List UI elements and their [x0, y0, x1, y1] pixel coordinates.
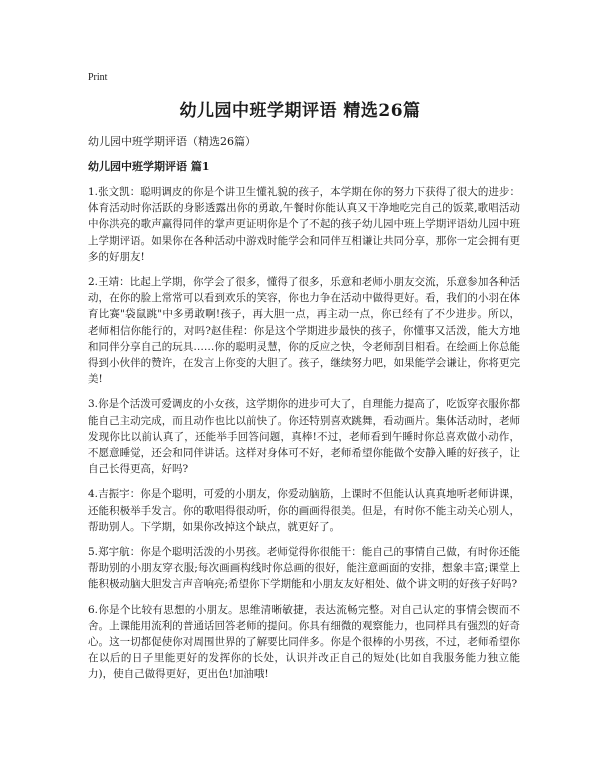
- document-title: 幼儿园中班学期评语 精选26篇: [179, 101, 421, 121]
- document-body: [88, 184, 520, 692]
- paragraph-2: 2.王靖：比起上学期，你学会了很多，懂得了很多，乐意和老师小朋友交流，乐意参加各种活动，在你的脸上常常可以看到欢乐的笑容，你也力争在活动中做得更好。看，我们的小羽在体育比赛"袋鼠跳"中多勇敢啊!孩子，再大胆一点，再主动一点，你已经有了不少进步。所以，老师相信你能行的，对吗?赵佳程：你是这个学期进步最快的孩子，你懂事又活泼，能大方地和同伴分享自己的玩具……你的聪明灵慧，你的反应之快，令老师刮目相看。在绘画上你总能得到小伙伴的赞许，在发言上你变的大胆了。孩子，继续努力吧，如果能学会谦让，你将更完美!: [88, 276, 520, 386]
- paragraph-1: 1.张文凯：聪明调皮的你是个讲卫生懂礼貌的孩子，本学期在你的努力下获得了很大的进步：体育活动时你活跃的身影透露出你的勇敢,午餐时你能认真又干净地吃完自己的饭菜,歌唱活动中你洪亮的歌声赢得同伴的掌声更证明你是个了不起的孩子幼儿园中班上学期评语幼儿园中班上学期评语。如果你在各种活动中游戏时能学会和同伴互相谦让共同分享，那你一定会拥有更多的好朋友!: [88, 186, 520, 263]
- paragraph-6: 6.你是个比较有思想的小朋友。思维清晰敏捷，表达流畅完整。对自己认定的事情会锲而不舍。上课能用流利的普通话回答老师的提问。你具有细微的观察能力，也同样具有强烈的好奇心。这一切都促使你对周围世界的了解要比同伴多。你是个很棒的小男孩，不过，老师希望你在以后的日子里能更好的发挥你的长处，认识并改正自己的短处(比如自我服务能力独立能力)，使自己做得更好，更出色!加油哦!: [88, 603, 520, 681]
- document-subtitle: 幼儿园中班学期评语（精选26篇）: [88, 135, 256, 148]
- paragraph-5: 5.郑宇航：你是个聪明活泼的小男孩。老师觉得你很能干：能自己的事情自己做，有时你还能帮助别的小朋友穿衣服;每次画画构线时你总画的很好，能注意画面的安排，想象丰富;课堂上能积极动脑大胆发言声音响亮;希望你下学期能和小朋友友好相处、做个讲文明的好孩子好吗?: [88, 546, 520, 591]
- section-heading: 幼儿园中班学期评语 篇1: [88, 160, 210, 173]
- paragraph-3: 3.你是个活泼可爱调皮的小女孩，这学期你的进步可大了，自理能力提高了，吃饭穿衣服你都能自己主动完成，而且动作也比以前快了。你还特别喜欢跳舞，看动画片。集体活动时，老师发现你比以前认真了，还能举手回答问题，真棒!不过，老师看到午睡时你总喜欢做小动作，不愿意睡觉，还会和同伴讲话。这样对身体可不好，老师希望你能做个安静入睡的好孩子，让自己长得更高，好吗?: [88, 398, 520, 476]
- print-link[interactable]: Print: [88, 72, 108, 83]
- paragraph-4: 4.吉振宇：你是个聪明，可爱的小朋友，你爱动脑筋，上课时不但能认认真真地听老师讲课，还能积极举手发言。你的歌唱得很动听，你的画画得很美。但是，有时你不能主动关心别人，帮助别人。下学期，如果你改掉这个缺点，就更好了。: [88, 488, 520, 533]
